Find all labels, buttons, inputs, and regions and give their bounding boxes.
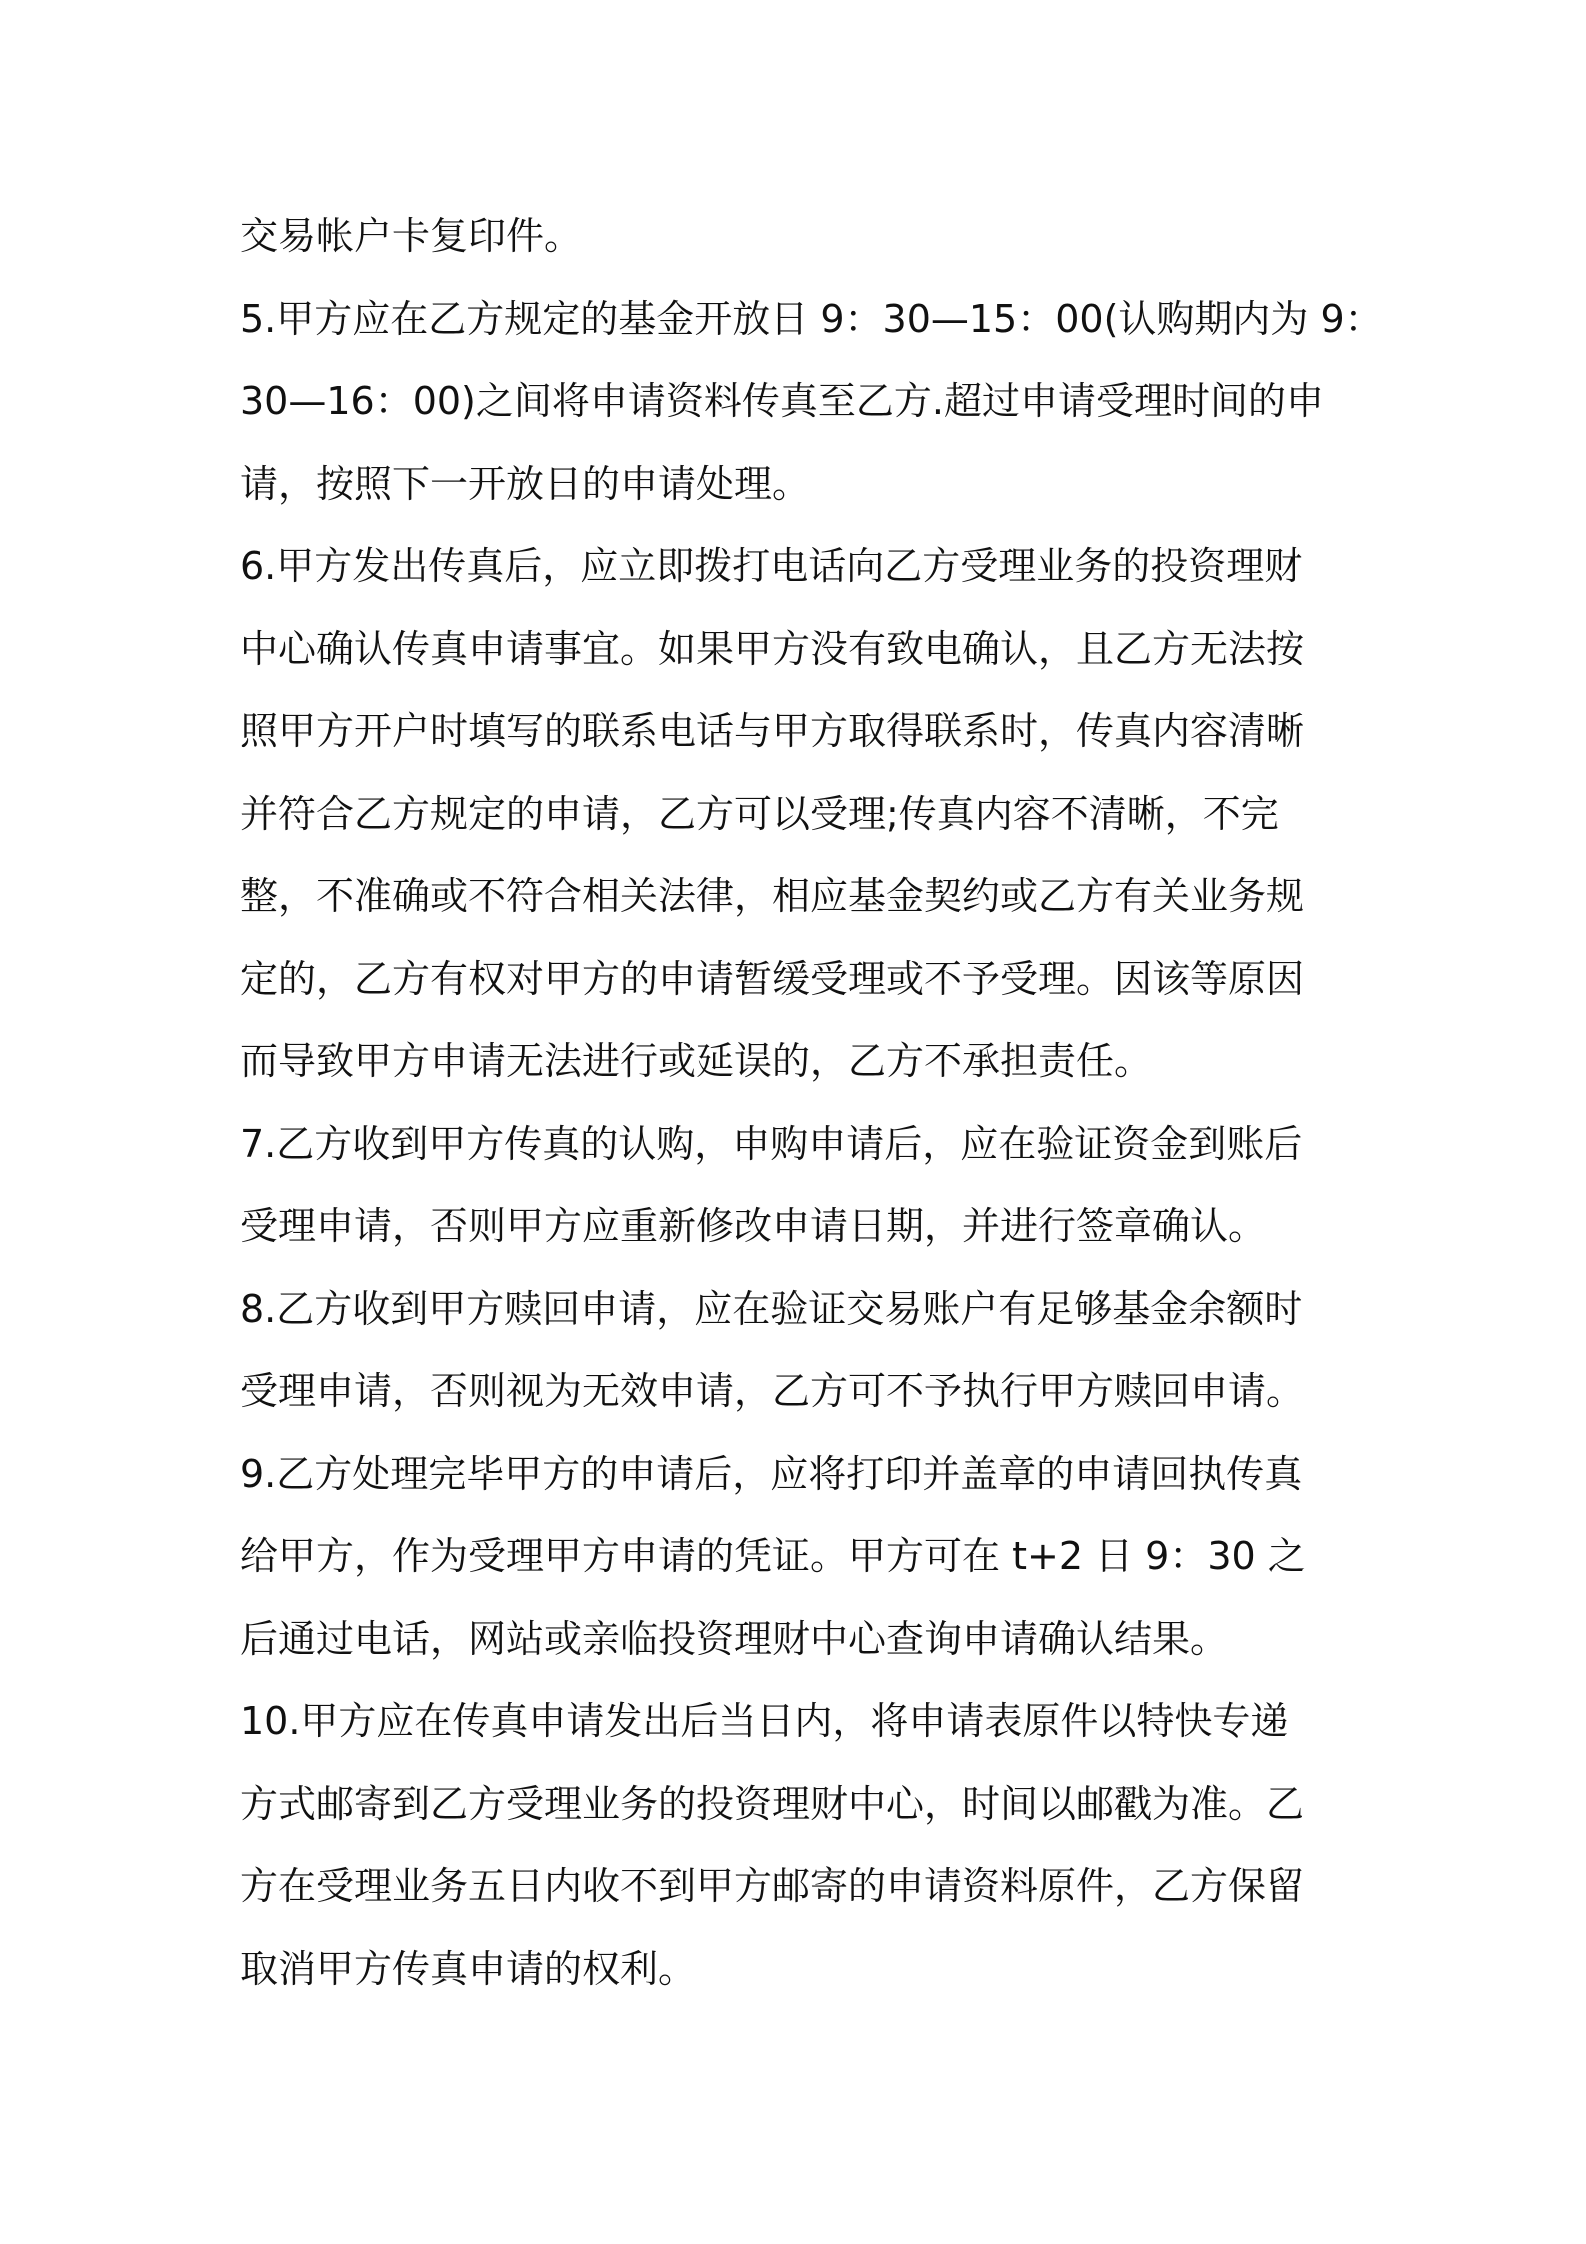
text-line-16: 9.乙方处理完毕甲方的申请后，应将打印并盖章的申请回执传真 [240,1451,1303,1496]
text-line-15: 受理申请，否则视为无效申请，乙方可不予执行甲方赎回申请。 [240,1369,1305,1413]
text-line-9: 整，不准确或不符合相关法律，相应基金契约或乙方有关业务规 [240,874,1305,918]
text-line-12: 7.乙方收到甲方传真的认购，申购申请后，应在验证资金到账后 [240,1121,1303,1166]
text-line-18: 后通过电话，网站或亲临投资理财中心查询申请确认结果。 [240,1616,1229,1661]
text-line-7: 照甲方开户时填写的联系电话与甲方取得联系时，传真内容清晰 [240,709,1305,753]
text-line-3: 30—16：00)之间将申请资料传真至乙方.超过申请受理时间的申 [240,379,1324,423]
text-line-21: 方在受理业务五日内收不到甲方邮寄的申请资料原件，乙方保留 [240,1864,1305,1908]
text-line-10: 定的，乙方有权对甲方的申请暂缓受理或不予受理。因该等原因 [240,956,1305,1001]
text-line-8: 并符合乙方规定的申请，乙方可以受理;传真内容不清晰，不完 [240,791,1279,836]
text-line-11: 而导致甲方申请无法进行或延误的，乙方不承担责任。 [240,1039,1153,1083]
text-line-1: 交易帐户卡复印件。 [240,214,583,258]
text-line-4: 请，按照下一开放日的申请处理。 [240,461,811,506]
document-body [240,195,1383,2010]
text-line-2: 5.甲方应在乙方规定的基金开放日 9：30—15：00(认购期内为 9： [240,296,1383,341]
text-line-5: 6.甲方发出传真后，应立即拨打电话向乙方受理业务的投资理财 [240,544,1303,588]
text-line-22: 取消甲方传真申请的权利。 [240,1946,697,1991]
text-line-19: 10.甲方应在传真申请发出后当日内，将申请表原件以特快专递 [240,1699,1289,1743]
text-line-6: 中心确认传真申请事宜。如果甲方没有致电确认，且乙方无法按 [240,626,1305,671]
text-line-13: 受理申请，否则甲方应重新修改申请日期，并进行签章确认。 [240,1204,1267,1248]
text-line-20: 方式邮寄到乙方受理业务的投资理财中心，时间以邮戳为准。乙 [240,1781,1305,1826]
text-line-14: 8.乙方收到甲方赎回申请，应在验证交易账户有足够基金余额时 [240,1286,1303,1331]
text-line-17: 给甲方，作为受理甲方申请的凭证。甲方可在 t+2 日 9：30 之 [240,1534,1306,1578]
